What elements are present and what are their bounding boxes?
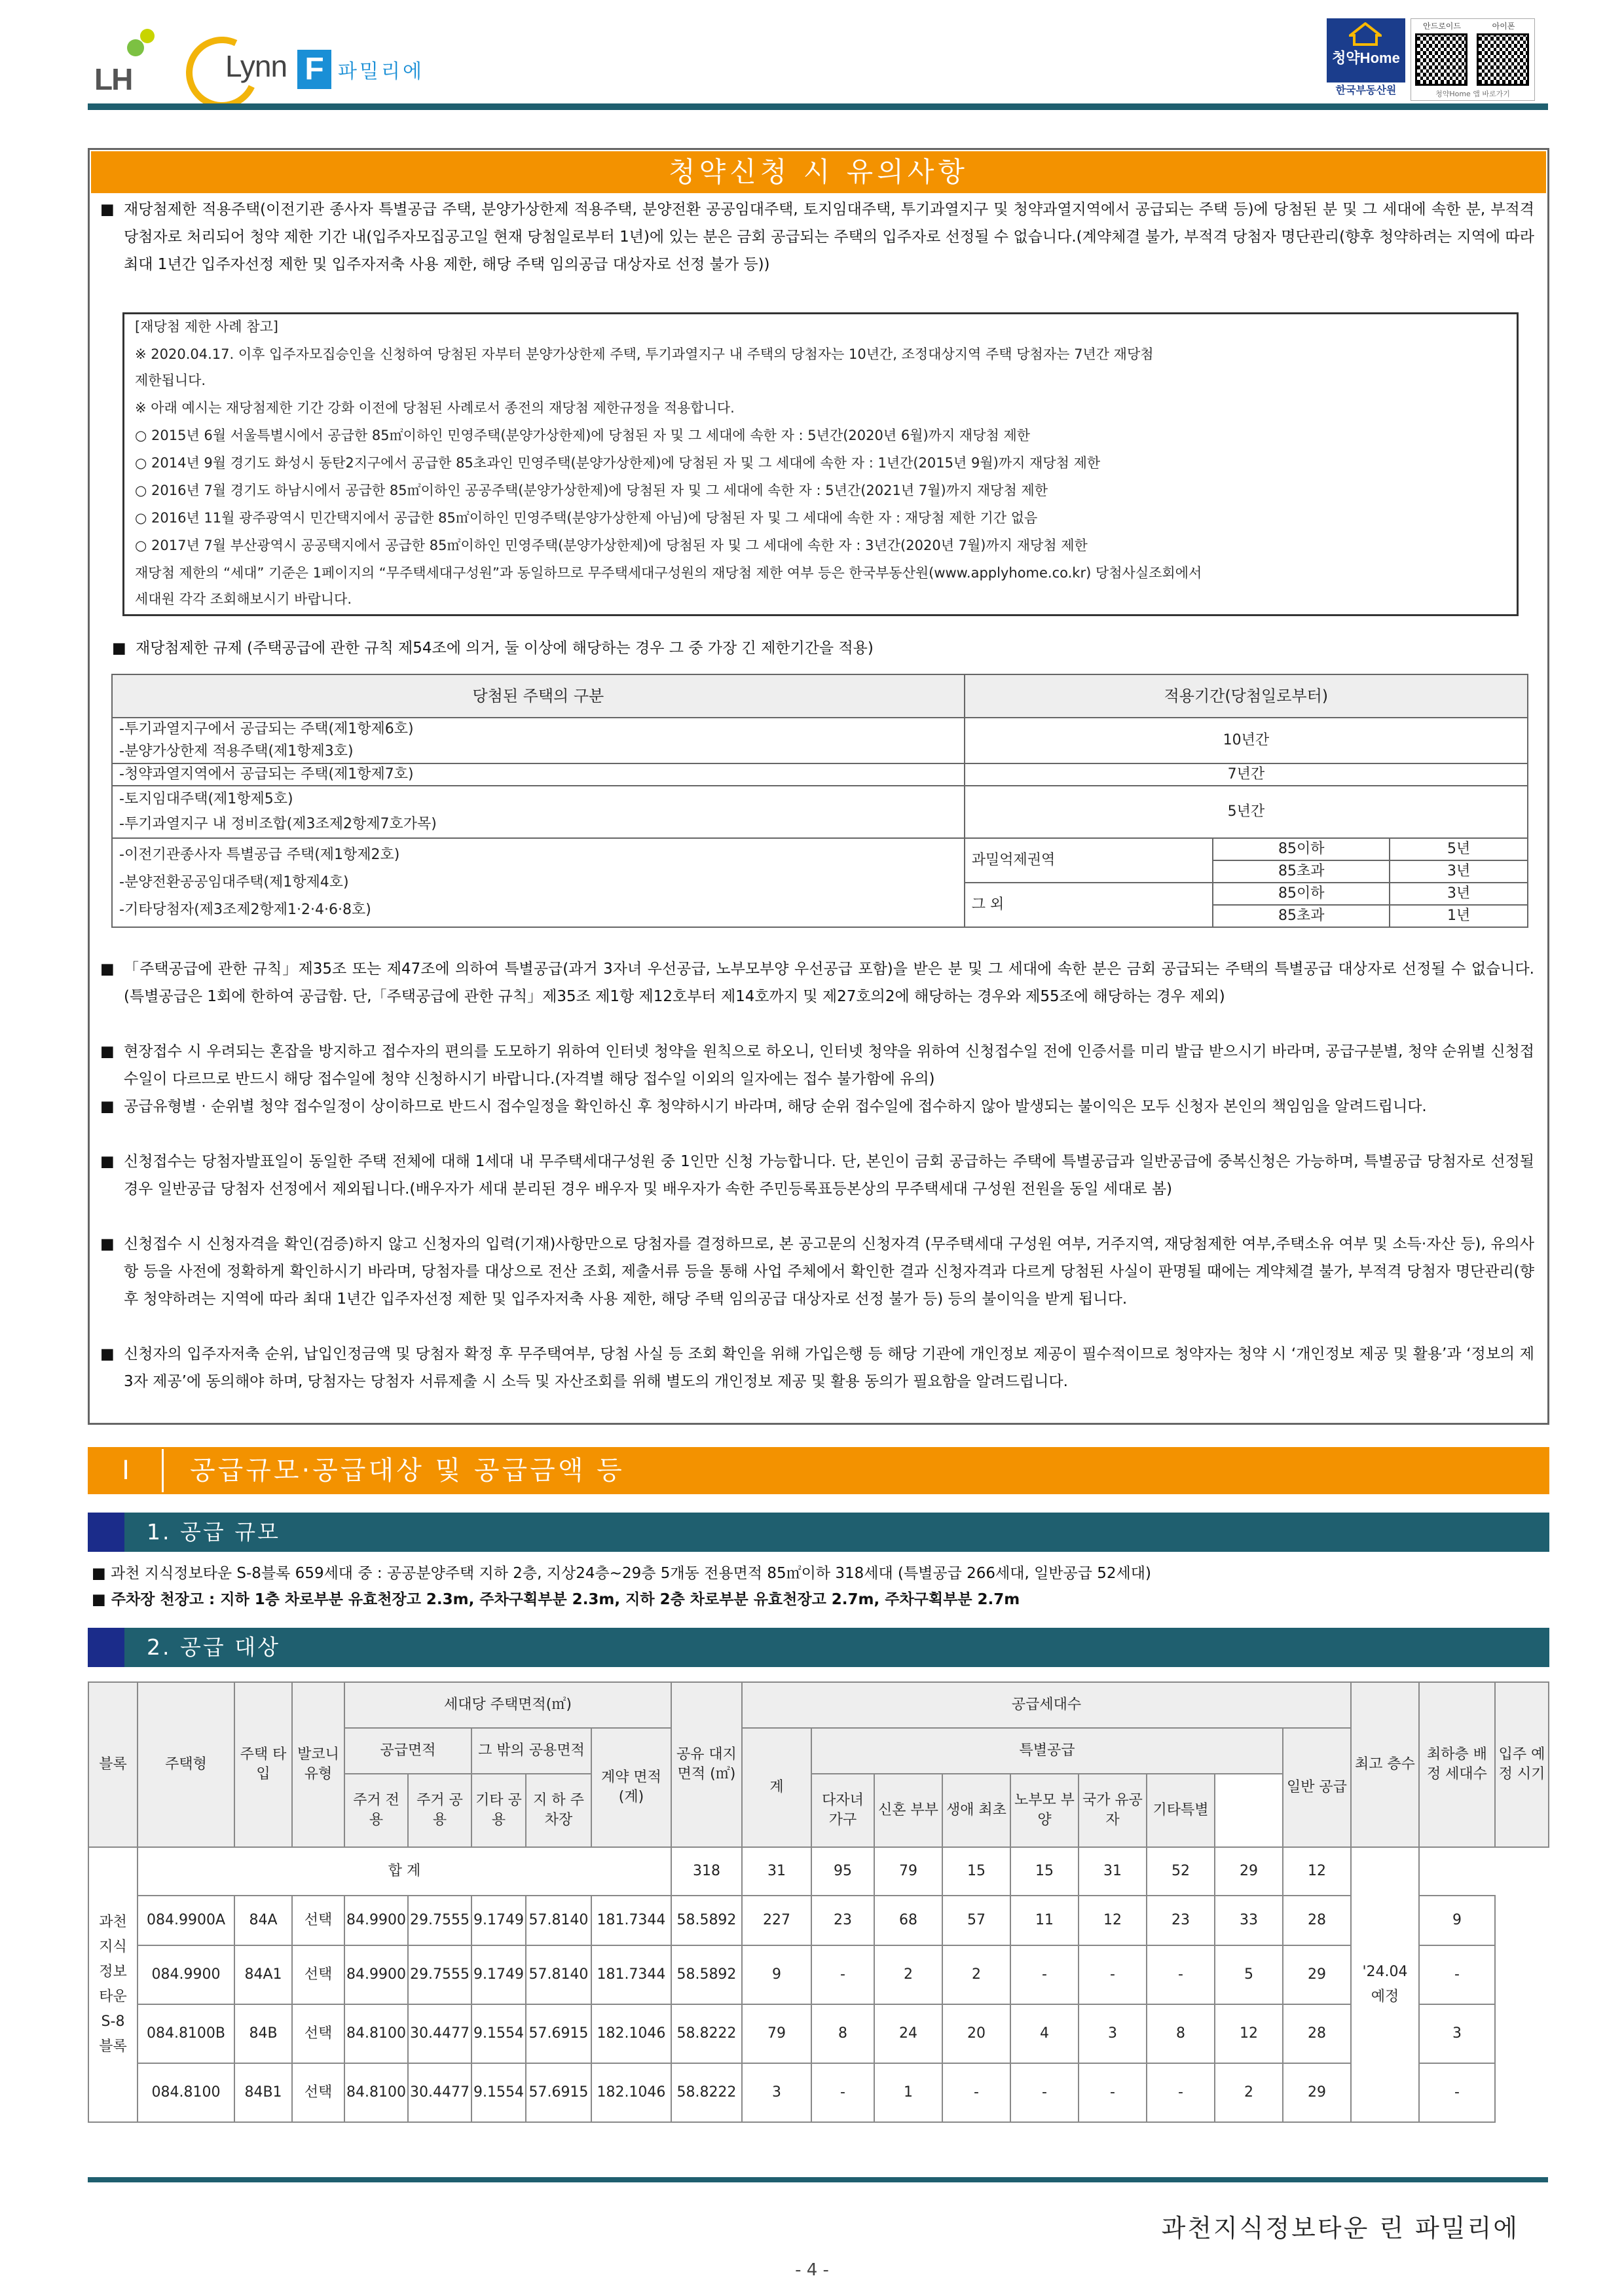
- th-supply-area: 공급면적: [344, 1728, 471, 1774]
- th-newly: 신혼 부부: [874, 1774, 942, 1847]
- sum-cell: 31: [742, 1847, 811, 1896]
- qr-android-label: 안드로이드: [1423, 22, 1461, 31]
- scale-note: ■ 과천 지식정보타운 S-8블록 659세대 중 : 공공분양주택 지하 2층, 지상24층~29층 5개동 전용면적 85㎡이하 318세대 (특별공급 266세대, 일반공급 52세대): [92, 1565, 1151, 1582]
- sum-row: [88, 1847, 1549, 1896]
- th-floor: 최고 층수: [1351, 1682, 1419, 1847]
- rule-size: 85이하: [1213, 838, 1390, 860]
- qr-panel: [1411, 18, 1535, 101]
- th-lowest: 최하층 배정 세대수: [1419, 1682, 1495, 1847]
- th-land: 공유 대지 면적 (㎡): [671, 1682, 742, 1847]
- subsection-marker: [88, 1513, 124, 1552]
- sum-cell: 52: [1147, 1847, 1215, 1896]
- sum-cell: 79: [874, 1847, 942, 1896]
- example-line: 재당첨 제한의 “세대” 기준은 1페이지의 “무주택세대구성원”과 동일하므로 무주택세대구성원의 재당첨 제한 여부 등은 한국부동산원(www.applyhome.co.kr) 당첨사실조회에서: [135, 565, 1202, 581]
- leaf-icon: [140, 29, 155, 43]
- example-line: [재당첨 제한 사례 참고]: [135, 319, 278, 335]
- th-general: 일반 공급: [1283, 1728, 1351, 1847]
- th-common: 주거 공용: [408, 1774, 471, 1847]
- th-type: 주택형: [138, 1682, 234, 1847]
- th-excl: 주거 전용: [344, 1774, 408, 1847]
- th-balcony: 발코니 유형: [292, 1682, 344, 1847]
- th-other-area: 그 밖의 공용면적: [471, 1728, 591, 1774]
- table-row: 084.8100B 84B 선택 84.8100 30.4477 9.1554 57.6915 182.1046 58.8222 79 8 24 20 4 3 8 12 28 3: [88, 2004, 1549, 2063]
- section-title: 공급규모·공급대상 및 공급금액 등: [162, 1449, 1547, 1492]
- familie-f-mark: F: [297, 50, 331, 89]
- house-icon: [1349, 22, 1382, 46]
- rule-col-period: 적용기간(당첨일로부터): [965, 674, 1528, 718]
- caution-paragraph: ■ 「주택공급에 관한 규칙」제35조 또는 제47조에 의하여 특별공급(과거 3자녀 우선공급, 노부모부양 우선공급 포함)을 받은 분 및 그 세대에 속한 분은 금회 공급되는 주택의 특별공급 대상자로 선정될 수 없습니다. (특별공급은 1회에 한하여 공급함. 단,「주택공급에 관한 규칙」제35조 제1항 제12호부터 제14호까지 및 제27호의2에 해당하는 경우와 제55조에 해당하는 경우 제외): [100, 961, 1534, 1005]
- sum-cell: 12: [1283, 1847, 1351, 1896]
- caution-paragraph: ■ 재당첨제한 적용주택(이전기관 종사자 특별공급 주택, 분양가상한제 적용주택, 분양전환 공공임대주택, 토지임대주택, 투기과열지구 및 청약과열지역에서 공급되는 주택 등)에 당첨된 분 및 그 세대에 속한 분, 부적격 당첨자로 처리되어 청약 제한 기간 내(입주자모집공고일 현재 당첨일로부터 1년)에 있는 분은 금회 공급되는 주택의 입주자로 선정될 수 없습니다.(계약체결 불가, 부적격 당첨자 명단관리(향후 청약하려는 지역에 따라 최대 1년간 입주자선정 제한 및 입주자저축 사용 제한, 해당 주택 임의공급 대상자로 선정 불가 등)): [100, 201, 1534, 273]
- table-row: 084.8100 84B1 선택 84.8100 30.4477 9.1554 57.6915 182.1046 58.8222 3 - 1 - - - - 2 29 -: [88, 2063, 1549, 2122]
- th-units: 공급세대수: [742, 1682, 1351, 1728]
- th-special: 특별공급: [811, 1728, 1283, 1774]
- table-row: 084.9900 84A1 선택 84.9900 29.7555 9.1749 57.8140 181.7344 58.5892 9 - 2 2 - - - 5 29 -: [88, 1945, 1549, 2004]
- rule-size-period: 1년: [1390, 905, 1528, 927]
- th-total: 계: [742, 1728, 811, 1847]
- footer-title: 과천지식정보타운 린 파밀리에: [1161, 2214, 1519, 2243]
- rule-size-period: 5년: [1390, 838, 1528, 860]
- rule-size-period: 3년: [1390, 883, 1528, 905]
- example-line: 세대원 각각 조회해보시기 바랍니다.: [135, 591, 352, 607]
- supply-table: [88, 1681, 1549, 2123]
- rule-size: 85초과: [1213, 905, 1390, 927]
- caution-box: [88, 148, 1549, 1425]
- rule-period: 7년간: [965, 763, 1528, 786]
- block-name: 과천 지식 정보 타운 S-8 블록: [88, 1847, 138, 2122]
- example-line: ※ 2020.04.17. 이후 입주자모집승인을 신청하여 당첨된 자부터 분양가상한제 주택, 투기과열지구 내 주택의 당첨자는 10년간, 조정대상지역 주택 당첨자는 7년간 재당첨: [135, 346, 1154, 362]
- rule-col-type: 당첨된 주택의 구분: [112, 674, 965, 718]
- th-contract: 계약 면적 (계): [591, 1728, 671, 1847]
- rule-period: 5년간: [965, 786, 1528, 838]
- page-number: - 4 -: [795, 2260, 829, 2280]
- example-line: ○ 2016년 11월 광주광역시 민간택지에서 공급한 85㎡이하인 민영주택(분양가상한제 아님)에 당첨된 자 및 그 세대에 속한 자 : 재당첨 제한 기간 없음: [135, 510, 1038, 526]
- section-header: [88, 1447, 1549, 1494]
- rule-cell: -토지임대주택(제1항제5호) -투기과열지구 내 정비조합(제3조제2항제7호가목): [112, 786, 965, 838]
- example-line: ○ 2016년 7월 경기도 하남시에서 공급한 85㎡이하인 공공주택(분양가상한제)에 당첨된 자 및 그 세대에 속한 자 : 5년간(2021년 7월)까지 재당첨 제한: [135, 483, 1048, 498]
- sum-cell: 15: [942, 1847, 1010, 1896]
- sum-cell: 95: [811, 1847, 874, 1896]
- rule-cell: -투기과열지구에서 공급되는 주택(제1항제6호) -분양가상한제 적용주택(제1항제3호): [112, 718, 965, 763]
- familie-logo: [297, 50, 424, 89]
- move-in: '24.04 예정: [1351, 1847, 1419, 2122]
- rewin-example-box: [122, 312, 1519, 616]
- familie-text: 파밀리에: [338, 60, 424, 83]
- th-block: 블록: [88, 1682, 138, 1847]
- rule-size: 85이하: [1213, 883, 1390, 905]
- th-parking: 지 하 주차장: [526, 1774, 591, 1847]
- th-move: 입주 예정 시기: [1495, 1682, 1549, 1847]
- sum-cell: 31: [1079, 1847, 1147, 1896]
- caution-paragraph: ■ 신청접수 시 신청자격을 확인(검증)하지 않고 신청자의 입력(기재)사항만으로 당첨자를 결정하므로, 본 공고문의 신청자격 (무주택세대 구성원 여부, 거주지역, 재당첨제한 여부,주택소유 여부 및 소득·자산 등), 유의사항 등을 사전에 정확하게 확인하시기 바라며, 당첨자를 대상으로 전산 조회, 제출서류 등을 통해 사업 주체에서 확인한 결과 신청자격과 다르게 당첨된 사실이 판명될 때에는 계약체결 불가, 부적격 당첨자 명단관리(향후 청약하려는 지역에 따라 최대 1년간 입주자선정 제한 및 입주자저축 사용 제한, 해당 주택 임의공급 대상자로 선정 불가 등) 등의 불이익을 받게 됩니다.: [100, 1236, 1534, 1308]
- example-line: ○ 2015년 6월 서울특별시에서 공급한 85㎡이하인 민영주택(분양가상한제)에 당첨된 자 및 그 세대에 속한 자 : 5년간(2020년 6월)까지 재당첨 제한: [135, 428, 1031, 443]
- section-number: Ⅰ: [90, 1449, 162, 1492]
- rule-area: 과밀억제권역: [965, 838, 1213, 883]
- rule-cell: -이전기관종사자 특별공급 주택(제1항제2호) -분양전환공공임대주택(제1항제4호) -기타당첨자(제3조제2항제1·2·4·6·8호): [112, 838, 965, 927]
- sum-label: 합 계: [138, 1847, 671, 1896]
- page-header: LH Lynn F 파밀리에 청약Home 한국부동산원 안드로이드 아이폰 청약Home 앱 바로가기: [88, 18, 1548, 97]
- example-line: ○ 2014년 9월 경기도 화성시 동탄2지구에서 공급한 85초과인 민영주택(분양가상한제)에 당첨된 자 및 그 세대에 속한 자 : 1년간(2015년 9월)까지 재당첨 제한: [135, 455, 1101, 471]
- caution-paragraph: ■ 공급유형별 · 순위별 청약 접수일정이 상이하므로 반드시 접수일정을 확인하신 후 청약하시기 바라며, 해당 순위 접수일에 접수하지 않아 발생되는 불이익은 모두 신청자 본인의 책임임을 알려드립니다.: [100, 1098, 1427, 1115]
- subsection-header: [88, 1513, 1549, 1552]
- parking-note: ■ 주차장 천장고 : 지하 1층 차로부분 유효천장고 2.3m, 주차구획부분 2.3m, 지하 2층 차로부분 유효천장고 2.7m, 주차구획부분 2.7m: [92, 1591, 1020, 1608]
- sum-cell: 29: [1215, 1847, 1283, 1896]
- rule-size: 85초과: [1213, 860, 1390, 883]
- example-line: ※ 아래 예시는 재당첨제한 기간 강화 이전에 당첨된 사례로서 종전의 재당첨 제한규정을 적용합니다.: [135, 400, 735, 416]
- subsection-title: 2. 공급 대상: [147, 1634, 280, 1660]
- qr-code-icon[interactable]: [1415, 33, 1467, 86]
- example-line: ○ 2017년 7월 부산광역시 공공택지에서 공급한 85㎡이하인 민영주택(분양가상한제)에 당첨된 자 및 그 세대에 속한 자 : 3년간(2020년 7월)까지 재당첨 제한: [135, 538, 1088, 553]
- sum-cell: 318: [671, 1847, 742, 1896]
- rule-period: 10년간: [965, 718, 1528, 763]
- rewin-rule-table: [111, 674, 1528, 928]
- leaf-icon: [127, 39, 144, 56]
- caution-paragraph: ■ 신청접수는 당첨자발표일이 동일한 주택 전체에 대해 1세대 내 무주택세대구성원 중 1인만 신청 가능합니다. 단, 본인이 금회 공급하는 주택에 특별공급과 일반공급에 중복신청은 가능하며, 특별공급 당첨자로 선정될 경우 일반공급 당첨자 선정에서 제외됩니다.(배우자가 세대 분리된 경우 배우자 및 배우자가 속한 주민등록표등본상의 무주택세대 구성원 전원을 동일 세대로 봄): [100, 1153, 1534, 1198]
- th-ttype: 주택 타입: [234, 1682, 292, 1847]
- qr-iphone-label: 아이폰: [1492, 22, 1515, 31]
- th-area: 세대당 주택면적(㎡): [344, 1682, 671, 1728]
- subsection-title: 1. 공급 규모: [147, 1519, 280, 1545]
- rule-heading: ■ 재당첨제한 규제 (주택공급에 관한 규칙 제54조에 의거, 둘 이상에 해당하는 경우 그 중 가장 긴 제한기간을 적용): [112, 640, 874, 657]
- caution-paragraph: ■ 현장접수 시 우려되는 혼잡을 방지하고 접수자의 편의를 도모하기 위하여 인터넷 청약을 원칙으로 하오니, 인터넷 청약을 위하여 신청접수일 전에 인증서를 미리 발급 받으시기 바라며, 공급구분별, 청약 순위별 신청접수일이 다르므로 반드시 해당 접수일에 청약 신청하시기 바랍니다.(자격별 해당 접수일 이외의 일자에는 접수 불가함에 유의): [100, 1043, 1534, 1088]
- th-etc: 기타 공용: [471, 1774, 526, 1847]
- th-elder: 노부모 부양: [1010, 1774, 1079, 1847]
- footer-rule: [88, 2177, 1548, 2182]
- header-rule: [88, 103, 1548, 110]
- sum-cell: 15: [1010, 1847, 1079, 1896]
- rule-size-period: 3년: [1390, 860, 1528, 883]
- lh-logo: LH: [94, 62, 132, 97]
- rule-area: 그 외: [965, 883, 1213, 927]
- th-other: 기타특별: [1147, 1774, 1215, 1847]
- subsection-header: [88, 1628, 1549, 1667]
- th-multi: 다자녀 가구: [811, 1774, 874, 1847]
- example-line: 제한됩니다.: [135, 373, 206, 388]
- th-first: 생애 최초: [942, 1774, 1010, 1847]
- subsection-marker: [88, 1628, 124, 1667]
- caution-paragraph: ■ 신청자의 입주자저축 순위, 납입인정금액 및 당첨자 확정 후 무주택여부, 당첨 사실 등 조회 확인을 위해 가입은행 등 해당 기관에 개인정보 제공이 필수적이므로 청약자는 청약 시 ‘개인정보 제공 및 활용’과 ‘정보의 제3자 제공’에 동의해야 하며, 당첨자는 당첨자 서류제출 시 소득 및 자산조회를 위해 별도의 개인정보 제공 및 활용 동의가 필요함을 알려드립니다.: [100, 1346, 1534, 1390]
- qr-footer: 청약Home 앱 바로가기: [1435, 90, 1510, 98]
- applyhome-logo[interactable]: 청약Home 한국부동산원: [1327, 18, 1405, 98]
- table-row: 084.9900A 84A 선택 84.9900 29.7555 9.1749 57.8140 181.7344 58.5892 227 23 68 57 11 12 23 33 28 9: [88, 1896, 1549, 1945]
- caution-title: 청약신청 시 유의사항: [91, 151, 1546, 193]
- rule-cell: -청약과열지역에서 공급되는 주택(제1항제7호): [112, 763, 965, 786]
- th-merit: 국가 유공자: [1079, 1774, 1147, 1847]
- qr-code-icon[interactable]: [1477, 33, 1529, 86]
